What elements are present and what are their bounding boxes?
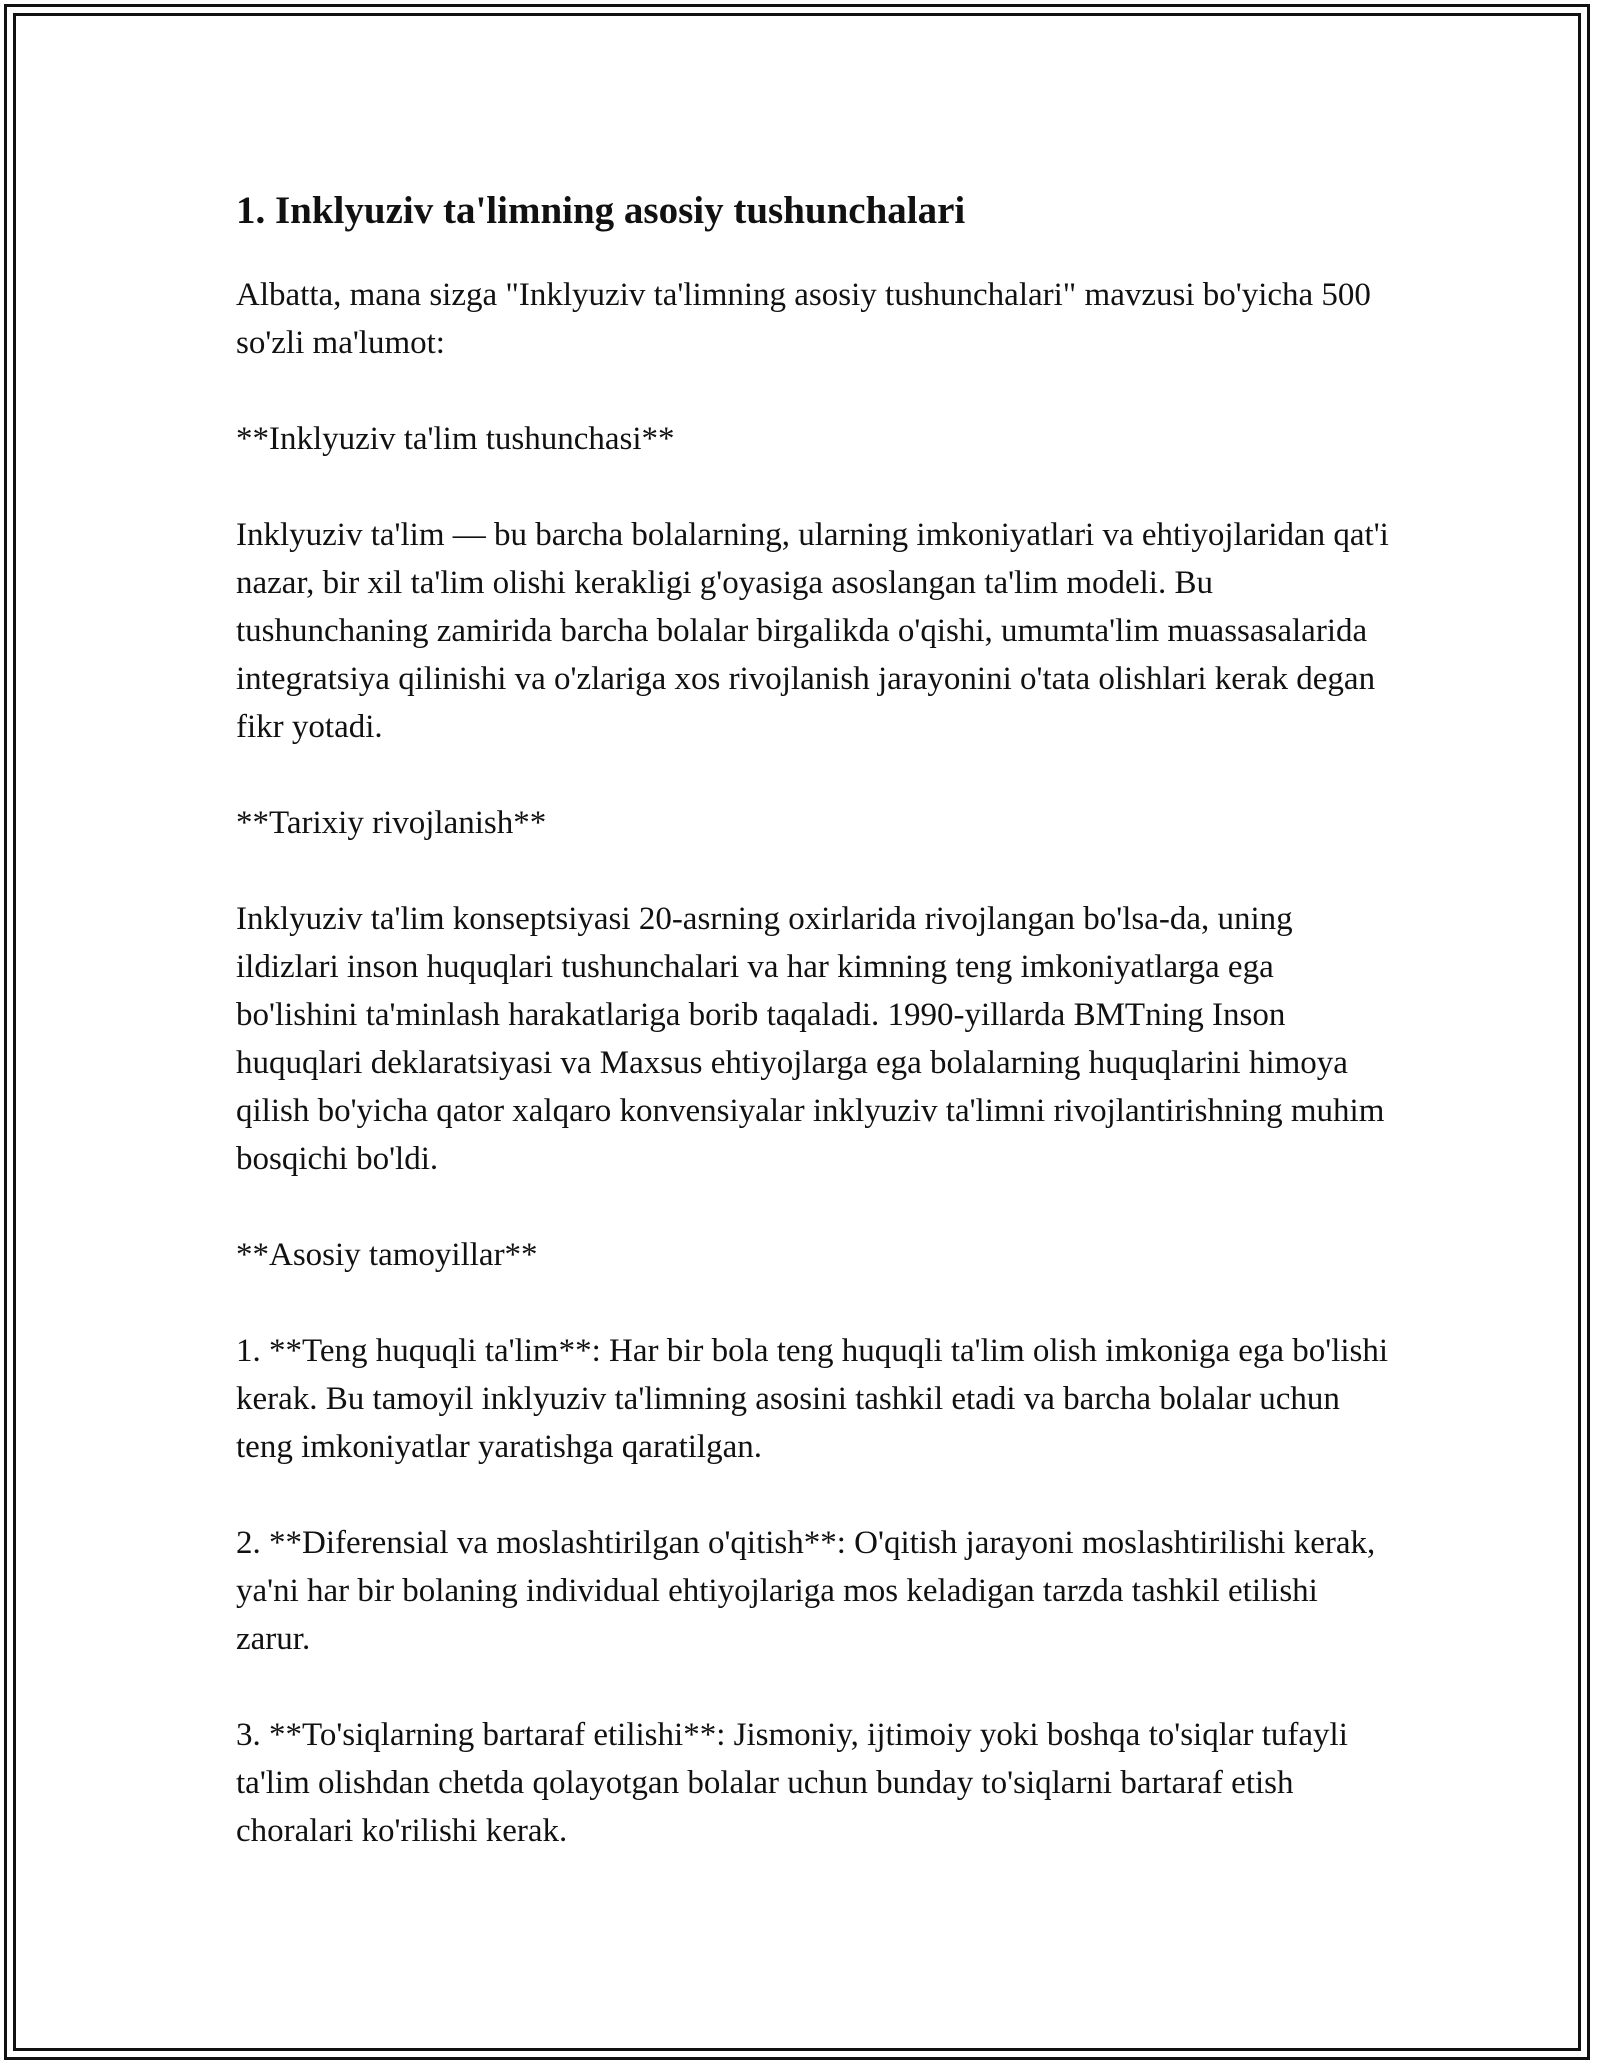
- section-body-history: Inklyuziv ta'lim konseptsiyasi 20-asrning oxirlarida rivojlangan bo'lsa-da, uning ildizlari inson huquqlari tushunchalari va har kimning teng imkoniyatlarga ega bo'lishini ta'minlash harakatlariga borib taqaladi. 1990-yillarda BMTning Inson huquqlari deklaratsiyasi va Maxsus ehtiyojlarga ega bolalarning huquqlarini himoya qilish bo'yicha qator xalqaro konvensiyalar inklyuziv ta'limni rivojlantirishning muhim bosqichi bo'ldi.: [236, 900, 1385, 1177]
- principle-item: 3. **To'siqlarning bartaraf etilishi**: Jismoniy, ijtimoiy yoki boshqa to'siqlar tufayli ta'lim olishdan chetda qolayotgan bolalar uchun bunday to'siqlarni bartaraf etish choralari ko'rilishi kerak.: [236, 1716, 1348, 1849]
- section-heading-principles: **Asosiy tamoyillar**: [236, 1236, 538, 1273]
- section-body-concept: Inklyuziv ta'lim — bu barcha bolalarning, ularning imkoniyatlari va ehtiyojlaridan qat'i nazar, bir xil ta'lim olishi kerakligi g'oyasiga asoslangan ta'lim modeli. Bu tushunchaning zamirida barcha bolalar birgalikda o'qishi, umumta'lim muassasalarida integratsiya qilinishi va o'zlariga xos rivojlanish jarayonini o'tata olishlari kerak degan fikr yotadi.: [236, 516, 1389, 745]
- section-heading-concept: **Inklyuziv ta'lim tushunchasi**: [236, 420, 675, 457]
- intro-paragraph: Albatta, mana sizga "Inklyuziv ta'limning asosiy tushunchalari" mavzusi bo'yicha 500 so'zli ma'lumot:: [236, 276, 1371, 361]
- section-heading-history: **Tarixiy rivojlanish**: [236, 804, 547, 841]
- principle-item: 1. **Teng huquqli ta'lim**: Har bir bola teng huquqli ta'lim olish imkoniga ega bo'lishi kerak. Bu tamoyil inklyuziv ta'limning asosini tashkil etadi va barcha bolalar uchun teng imkoniyatlar yaratishga qaratilgan.: [236, 1332, 1389, 1465]
- document-title: 1. Inklyuziv ta'limning asosiy tushunchalari: [236, 189, 966, 232]
- principle-item: 2. **Diferensial va moslashtirilgan o'qitish**: O'qitish jarayoni moslashtirilishi kerak, ya'ni har bir bolaning individual ehtiyojlariga mos keladigan tarzda tashkil etilishi zarur.: [236, 1524, 1376, 1657]
- document-page: [236, 188, 1396, 1903]
